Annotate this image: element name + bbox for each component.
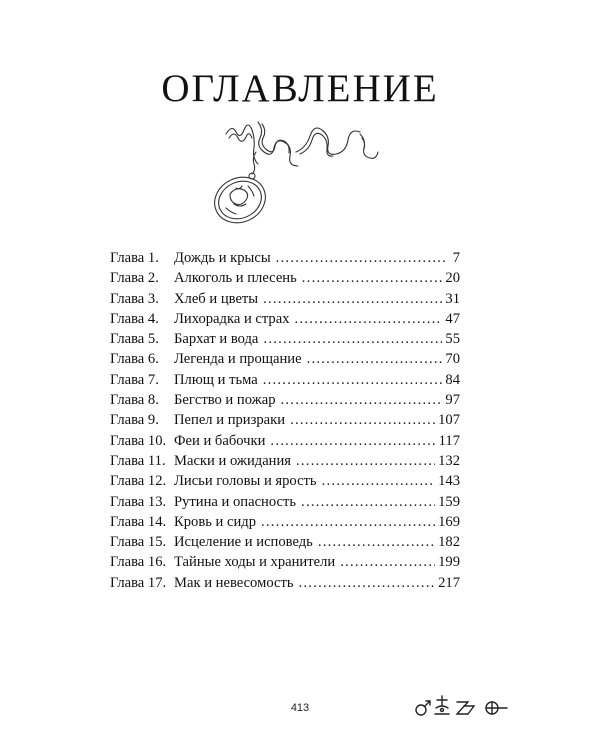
chapter-page: 97 (445, 392, 460, 409)
chapter-page: 169 (438, 513, 460, 530)
leader-dots (261, 512, 435, 532)
chapter-label: Глава 3. (110, 290, 159, 307)
chapter-page: 7 (452, 250, 460, 266)
chapter-title: Лихорадка и страх (174, 310, 290, 327)
toc-entry[interactable] (110, 552, 460, 572)
chapter-title: Дождь и крысы (174, 250, 271, 266)
toc-entry[interactable] (110, 512, 460, 532)
chapter-page: 55 (445, 331, 460, 348)
chapter-label: Глава 12. (110, 473, 167, 490)
page-number: 413 (290, 702, 310, 714)
chapter-title: Рутина и опасность (174, 493, 297, 510)
toc-entry[interactable] (110, 390, 460, 410)
leader-dots (318, 532, 435, 552)
chapter-page: 132 (438, 452, 460, 469)
chapter-title: Легенда и прощание (174, 351, 302, 368)
toc-entry[interactable] (110, 532, 460, 552)
toc-entry[interactable] (110, 471, 460, 491)
chapter-title: Плющ и тьма (174, 371, 258, 388)
leader-dots (263, 289, 442, 309)
chapter-page: 31 (445, 290, 460, 307)
toc-entry[interactable] (110, 573, 460, 593)
chapter-label: Глава 7. (110, 371, 159, 388)
toc-entry[interactable] (110, 268, 460, 288)
leader-dots (263, 370, 443, 390)
chapter-label: Глава 2. (110, 270, 159, 287)
leader-dots (270, 431, 435, 451)
chapter-title: Маски и ожидания (174, 452, 291, 469)
chapter-title: Мак и невесомость (174, 574, 294, 591)
chapter-label: Глава 8. (110, 392, 159, 409)
leader-dots (302, 268, 443, 288)
toc-entry[interactable] (110, 289, 460, 309)
chapter-label: Глава 17. (110, 574, 167, 591)
chapter-page: 217 (438, 574, 460, 591)
leader-dots (307, 349, 443, 369)
table-of-contents (110, 248, 460, 593)
toc-entry[interactable] (110, 410, 460, 430)
toc-entry[interactable] (110, 349, 460, 369)
chapter-page: 20 (445, 270, 460, 287)
toc-entry[interactable] (110, 329, 460, 349)
leader-dots (322, 471, 436, 491)
leader-dots (290, 410, 435, 430)
chapter-title: Феи и бабочки (174, 432, 266, 449)
chapter-page: 70 (445, 351, 460, 368)
pendant-necklace-icon (196, 112, 396, 228)
toc-entry[interactable] (110, 492, 460, 512)
leader-dots (281, 390, 443, 410)
chapter-page: 117 (438, 432, 460, 449)
leader-dots (276, 248, 447, 268)
chapter-page: 159 (438, 493, 460, 510)
page-title: ОГЛАВЛЕНИЕ (161, 67, 439, 110)
chapter-label: Глава 10. (110, 432, 167, 449)
toc-entry[interactable] (110, 431, 460, 451)
chapter-title: Хлеб и цветы (174, 290, 259, 307)
leader-dots (299, 573, 436, 593)
leader-dots (295, 309, 443, 329)
chapter-label: Глава 13. (110, 493, 167, 510)
chapter-title: Тайные ходы и хранители (174, 554, 336, 571)
alchemical-symbols-icon (412, 688, 522, 720)
chapter-label: Глава 15. (110, 534, 167, 551)
chapter-label: Глава 14. (110, 513, 167, 530)
chapter-label: Глава 1. (110, 250, 159, 266)
chapter-page: 47 (445, 310, 460, 327)
leader-dots (340, 552, 435, 572)
chapter-title: Кровь и сидр (174, 513, 256, 530)
chapter-title: Пепел и призраки (174, 412, 286, 429)
toc-entry[interactable] (110, 309, 460, 329)
chapter-title: Бархат и вода (174, 331, 259, 348)
chapter-title: Лисьи головы и ярость (174, 473, 317, 490)
toc-entry[interactable] (110, 248, 460, 268)
chapter-page: 199 (438, 554, 460, 571)
chapter-label: Глава 16. (110, 554, 167, 571)
chapter-title: Исцеление и исповедь (174, 534, 313, 551)
chapter-label: Глава 6. (110, 351, 159, 368)
chapter-page: 143 (438, 473, 460, 490)
toc-entry[interactable] (110, 370, 460, 390)
chapter-label: Глава 9. (110, 412, 159, 429)
chapter-page: 107 (438, 412, 460, 429)
chapter-page: 182 (438, 534, 460, 551)
chapter-title: Алкоголь и плесень (174, 270, 297, 287)
chapter-label: Глава 5. (110, 331, 159, 348)
toc-entry[interactable] (110, 451, 460, 471)
chapter-label: Глава 4. (110, 310, 159, 327)
chapter-title: Бегство и пожар (174, 392, 276, 409)
leader-dots (263, 329, 442, 349)
chapter-page: 84 (445, 371, 460, 388)
chapter-label: Глава 11. (110, 452, 166, 469)
leader-dots (301, 492, 435, 512)
leader-dots (296, 451, 435, 471)
